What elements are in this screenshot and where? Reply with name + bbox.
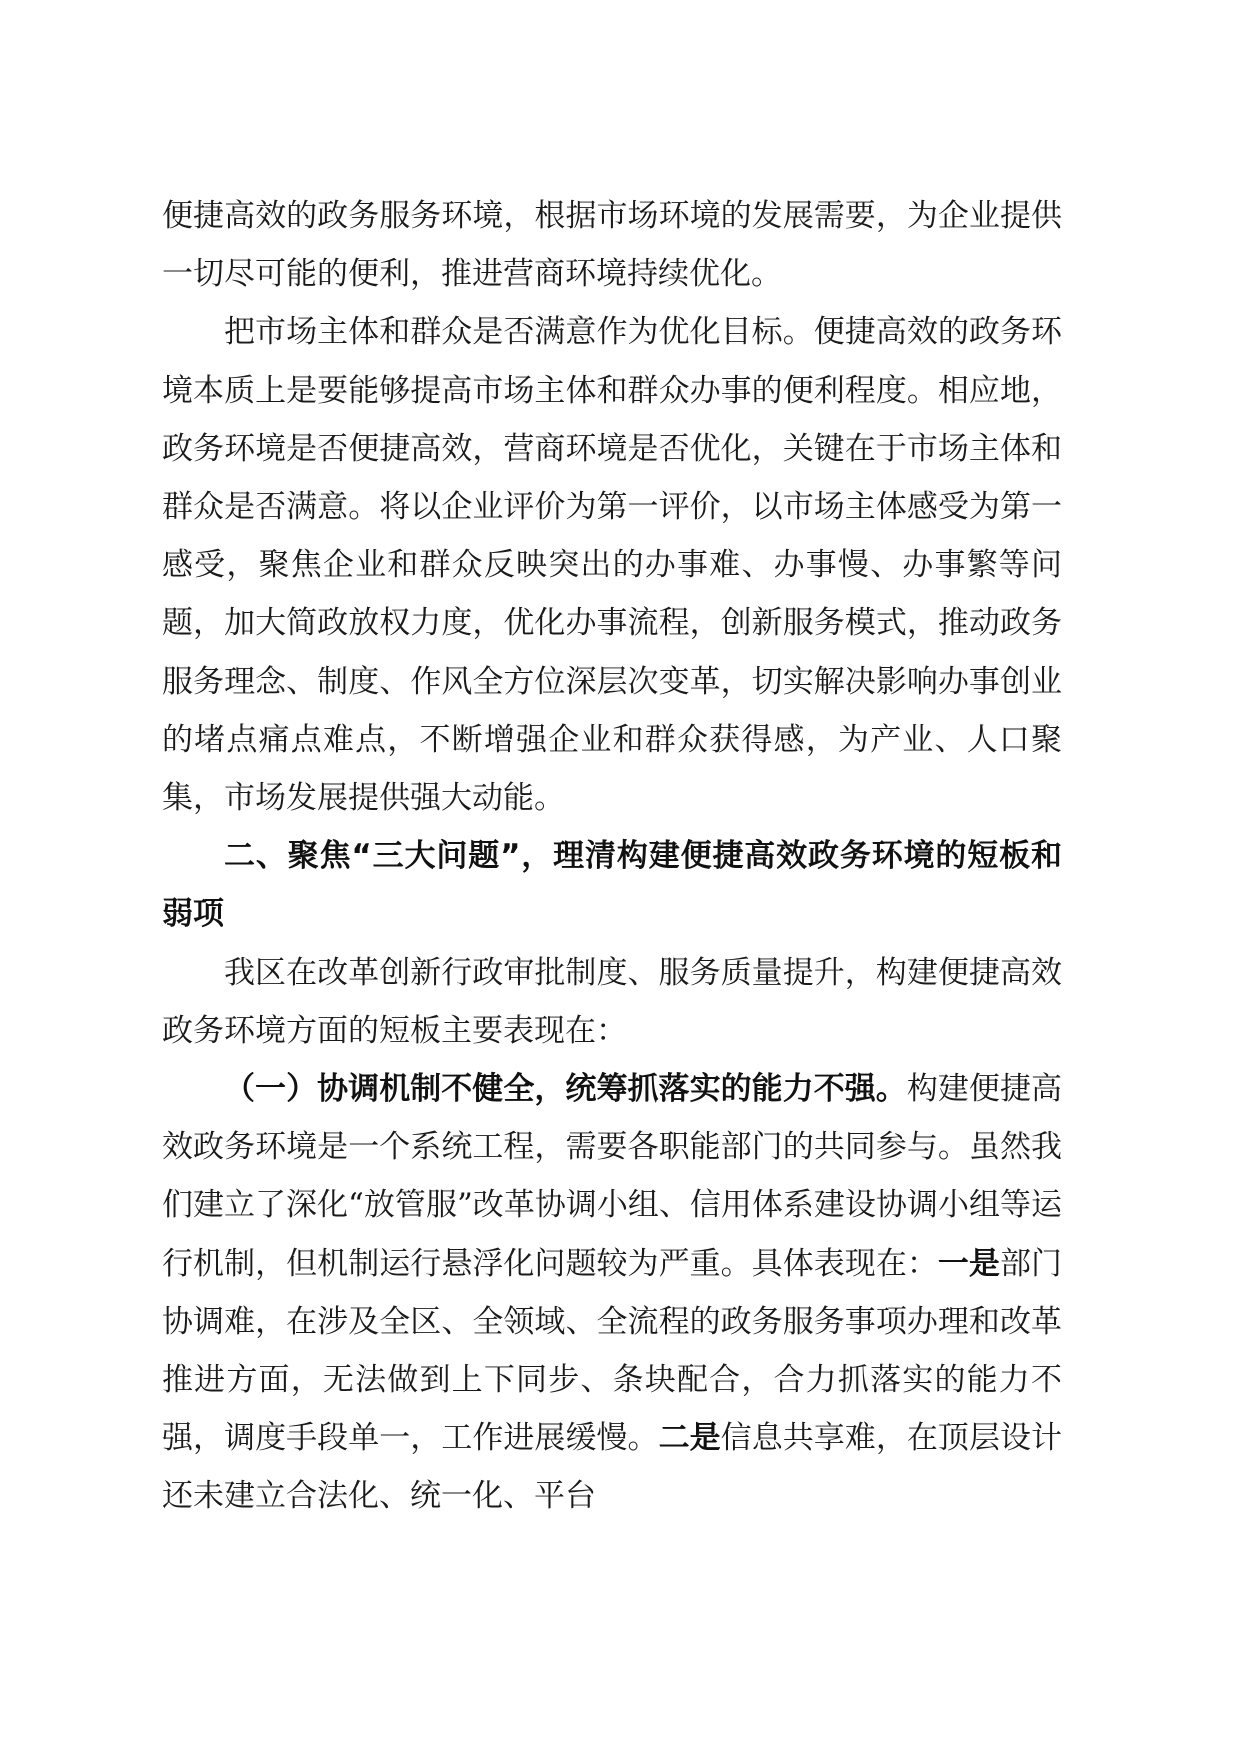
document-page [162,187,1062,1526]
paragraph-coordination-mechanism [162,1060,1062,1526]
paragraph-text: 信息共享难，在顶层设计还未建立合法化、统一化、平台 [162,1420,1063,1515]
paragraph-text: 部门协调难，在涉及全区、全领域、全流程的政务服务事项办理和改革推进方面，无法做到上下同步、条块配合，合力抓落实的能力不强，调度手段单一，工作进展缓慢。 [162,1245,1063,1457]
paragraph-optimization-goal: 把市场主体和群众是否满意作为优化目标。便捷高效的政务环境本质上是要能够提高市场主体和群众办事的便利程度。相应地，政务环境是否便捷高效，营商环境是否优化，关键在于市场主体和群众是否满意。将以企业评价为第一评价，以市场主体感受为第一感受，聚焦企业和群众反映突出的办事难、办事慢、办事繁等问题，加大简政放权力度，优化办事流程，创新服务模式，推动政务服务理念、制度、作风全方位深层次变革，切实解决影响办事创业的堵点痛点难点，不断增强企业和群众获得感，为产业、人口聚集，市场发展提供强大动能。 [162,314,1062,817]
paragraph-shortcomings-intro: 我区在改革创新行政审批制度、服务质量提升，构建便捷高效政务环境方面的短板主要表现在： [162,954,1062,1049]
paragraph-text: 构建便捷高效政务环境是一个系统工程，需要各职能部门的共同参与。虽然我们建立了深化“放管服”改革协调小组、信用体系建设协调小组等运行机制，但机制运行悬浮化问题较为严重。具体表现在： [162,1071,1062,1282]
section-heading-two: 二、聚焦“三大问题”，理清构建便捷高效政务环境的短板和弱项 [162,838,1062,933]
paragraph-continuation: 便捷高效的政务服务环境，根据市场环境的发展需要，为企业提供一切尽可能的便利，推进营商环境持续优化。 [162,198,1062,293]
point-label-second: 二是 [658,1420,721,1457]
subheading-coordination: （一）协调机制不健全，统筹抓落实的能力不强。 [224,1071,907,1108]
point-label-first: 一是 [937,1245,1000,1282]
